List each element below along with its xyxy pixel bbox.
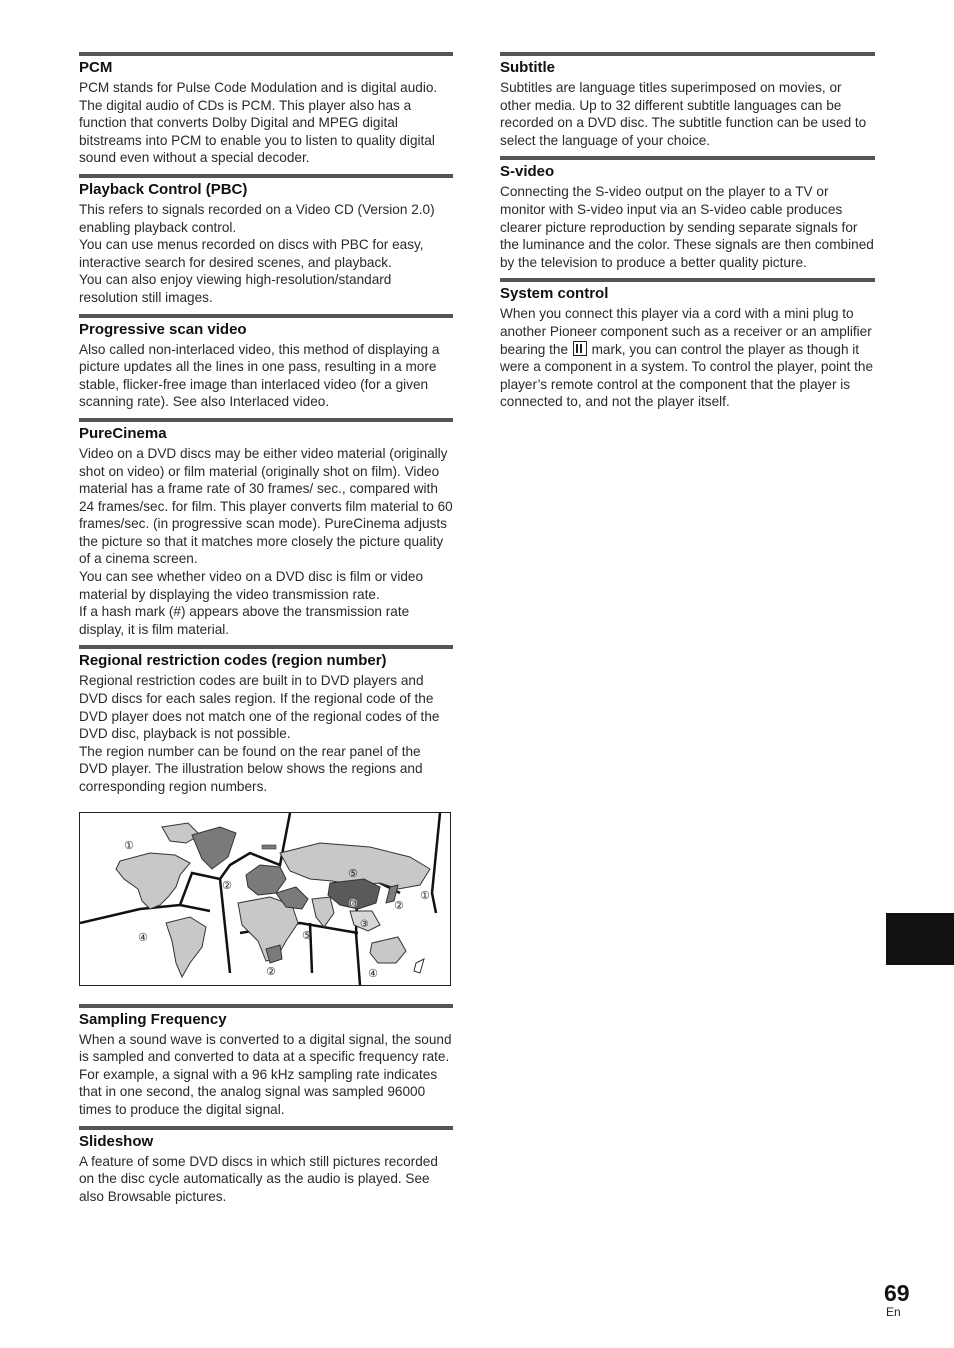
- right-column: [500, 52, 875, 418]
- region-label: ②: [266, 964, 276, 978]
- glossary-entry-system-control: [500, 278, 875, 411]
- region-label: ①: [420, 888, 430, 902]
- glossary-entry-region-codes: [79, 645, 453, 795]
- entry-title: PureCinema: [79, 424, 167, 442]
- entry-title: Subtitle: [500, 59, 555, 76]
- entry-text: Connecting the S-video output on the player to a TV or monitor with S-video input via an S-video cable produces clearer picture reproduction by sending separate signals for the luminance and the color. These signals are then combined by the television to produce a better quality picture.: [500, 184, 874, 270]
- region-label: ②: [394, 898, 404, 912]
- entry-text: Video on a DVD discs may be either video material (originally shot on video) or film material (originally shot on film). Video material has a frame rate of 30 frames/ sec., compared with 24 frames/sec. for film. This player converts film material to 60 frames/sec. (in progressive scan mode). PureCinema adjusts the picture so that it matches more closely the picture quality of a cinema screen.: [79, 445, 453, 567]
- entry-title: S-video: [500, 163, 555, 181]
- entry-text: Regional restriction codes are built in to DVD players and DVD discs for each sales region. If the regional code of the DVD player does not match one of the regional codes of the DVD disc, playback is not possible.: [79, 673, 440, 742]
- entry-text: This refers to signals recorded on a Video CD (Version 2.0) enabling playback control.: [79, 201, 435, 235]
- entry-title: Progressive scan video: [79, 320, 247, 338]
- entry-title: Sampling Frequency: [79, 1010, 227, 1028]
- entry-text: When a sound wave is converted to a digital signal, the sound is sampled and converted to data at a specific frequency rate. For example, a signal with a 96 kHz sampling rate indicates that in one second, the analog signal was sampled 96000 times to produce the digital signal.: [79, 1031, 452, 1117]
- glossary-entry-slideshow: [79, 1126, 453, 1206]
- region-map: [79, 812, 451, 986]
- page-language: En: [886, 1305, 901, 1319]
- glossary-entry-sampling-frequency: [79, 1004, 453, 1119]
- glossary-entry-s-video: [500, 156, 875, 271]
- region-label: ③: [360, 918, 369, 930]
- entry-text: You can use menus recorded on discs with PBC for easy, interactive search for desired scenes, and playback.: [79, 237, 424, 270]
- region-label: ①: [124, 838, 134, 852]
- region-label: ⑤: [348, 866, 358, 880]
- entry-title: PCM: [79, 59, 113, 76]
- glossary-entry-pcm: [79, 52, 453, 167]
- region-label: ⑥: [348, 896, 358, 910]
- glossary-entry-progressive-scan: [79, 314, 453, 411]
- region-label: ②: [222, 878, 232, 892]
- entry-text: Subtitles are language titles superimposed on movies, or other media. Up to 32 different subtitle languages can be recorded on a DVD disc. The subtitle function can be used to select the language of your choice.: [500, 80, 867, 148]
- world-region-map-illustration: [80, 813, 450, 985]
- entry-title: Playback Control (PBC): [79, 180, 248, 198]
- glossary-entry-subtitle: [500, 52, 875, 149]
- entry-text: Also called non-interlaced video, this method of displaying a picture updates all the lines in one pass, resulting in a more stable, flicker-free image than interlaced video (for a given scanning rate). See also Interlaced video.: [79, 341, 440, 410]
- glossary-entry-pbc: [79, 174, 453, 307]
- section-tab-marker: [886, 913, 954, 965]
- entry-text: You can also enjoy viewing high-resolution/standard resolution still images.: [79, 272, 392, 305]
- entry-text: The region number can be found on the rear panel of the DVD player. The illustration below shows the regions and corresponding region numbers.: [79, 743, 423, 794]
- glossary-entry-purecinema: [79, 418, 453, 639]
- entry-title: System control: [500, 285, 609, 303]
- entry-text: You can see whether video on a DVD disc is film or video material by displaying the video transmission rate.: [79, 569, 424, 602]
- region-label: ⑤: [302, 928, 312, 942]
- entry-title: Slideshow: [79, 1132, 154, 1150]
- system-remote-control-icon: [573, 341, 587, 356]
- entry-title: Regional restriction codes (region number): [79, 652, 387, 670]
- entry-text: A feature of some DVD discs in which still pictures recorded on the disc cycle automatically as the audio is played. See also Browsable pictures.: [79, 1153, 438, 1204]
- entry-text: [500, 305, 875, 411]
- region-label: ④: [138, 930, 148, 944]
- left-column: [79, 52, 453, 1212]
- page-number: 69: [884, 1280, 910, 1306]
- region-label: ④: [368, 966, 378, 980]
- entry-text: PCM stands for Pulse Code Modulation and is digital audio. The digital audio of CDs is PCM. This player also has a function that converts Dolby Digital and MPEG digital bitstreams into PCM to enable you to listen to quality digital sound even without a special decoder.: [79, 80, 438, 166]
- entry-text: If a hash mark (#) appears above the transmission rate display, it is film material.: [79, 604, 410, 637]
- entry-text-part: When you connect this player via a cord with a mini plug to another Pioneer component such as a receiver or an amplifier bearing the: [500, 306, 872, 357]
- entry-text-part: mark, you can control the player as though it were a component in a system. To control the player, point the player’s remote control at the component that the player is connected to, and not the player itself.: [500, 341, 874, 410]
